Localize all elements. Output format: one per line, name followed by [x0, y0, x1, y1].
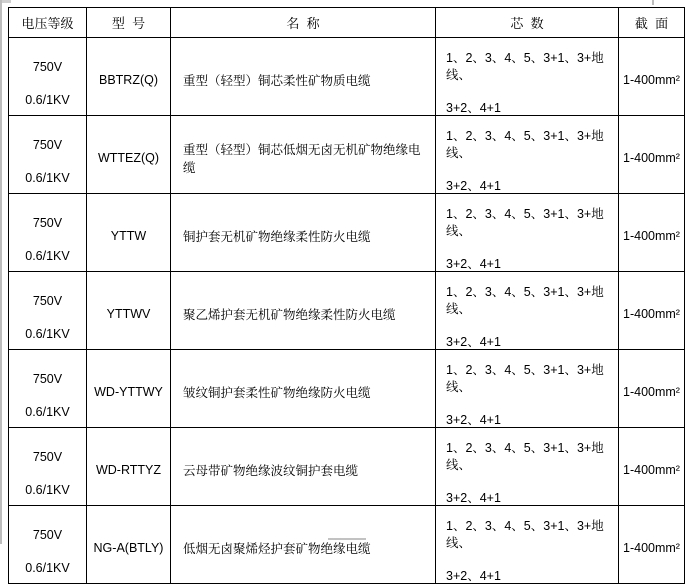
voltage-line-1: 750V — [32, 137, 63, 152]
top-left-tick-artifact — [2, 0, 11, 3]
voltage-line-1: 750V — [32, 215, 63, 230]
cores-line-2: 3+2、4+1 — [446, 569, 501, 583]
cores-line-1: 1、2、3、4、5、3+1、3+地线、 — [446, 129, 604, 160]
voltage-line-1: 750V — [32, 371, 63, 386]
cell-voltage — [9, 506, 87, 584]
cell-cross-section: 1-400mm² — [619, 506, 685, 584]
cell-model: WD-YTTWY — [87, 350, 171, 428]
header-core-count: 芯 数 — [436, 8, 619, 38]
voltage-line-2: 0.6/1KV — [25, 248, 70, 263]
cell-voltage — [9, 428, 87, 506]
cell-core-count — [436, 506, 619, 584]
table-row — [9, 38, 685, 116]
cores-line-1: 1、2、3、4、5、3+1、3+地线、 — [446, 285, 604, 316]
cell-core-count — [436, 272, 619, 350]
cell-core-count — [436, 428, 619, 506]
header-row — [9, 8, 685, 38]
voltage-line-2: 0.6/1KV — [25, 560, 70, 575]
header-voltage-grade: 电压等级 — [9, 8, 87, 38]
cell-cross-section: 1-400mm² — [619, 194, 685, 272]
cores-line-2: 3+2、4+1 — [446, 179, 501, 193]
cores-line-2: 3+2、4+1 — [446, 257, 501, 271]
cores-line-2: 3+2、4+1 — [446, 491, 501, 505]
cell-model: YTTWV — [87, 272, 171, 350]
cell-model: YTTW — [87, 194, 171, 272]
cell-model: WD-RTTYZ — [87, 428, 171, 506]
table-row — [9, 116, 685, 194]
table-row — [9, 350, 685, 428]
cell-voltage — [9, 38, 87, 116]
voltage-line-1: 750V — [32, 59, 63, 74]
cell-name: 铜护套无机矿物绝缘柔性防火电缆 — [171, 194, 436, 272]
header-cross-section: 截 面 — [619, 8, 685, 38]
cell-voltage — [9, 194, 87, 272]
table-row — [9, 194, 685, 272]
voltage-line-1: 750V — [32, 449, 63, 464]
cell-cross-section: 1-400mm² — [619, 272, 685, 350]
cores-line-1: 1、2、3、4、5、3+1、3+地线、 — [446, 363, 604, 394]
cell-name: 聚乙烯护套无机矿物绝缘柔性防火电缆 — [171, 272, 436, 350]
voltage-line-2: 0.6/1KV — [25, 404, 70, 419]
cell-name: 重型（轻型）铜芯低烟无卤无机矿物绝缘电缆 — [171, 116, 436, 194]
header-model: 型 号 — [87, 8, 171, 38]
cell-name: 重型（轻型）铜芯柔性矿物质电缆 — [171, 38, 436, 116]
cell-voltage — [9, 116, 87, 194]
cell-name: 皱纹铜护套柔性矿物绝缘防火电缆 — [171, 350, 436, 428]
cores-line-2: 3+2、4+1 — [446, 335, 501, 349]
cell-voltage — [9, 272, 87, 350]
top-right-tick-artifact — [652, 0, 654, 5]
cell-cross-section: 1-400mm² — [619, 116, 685, 194]
cores-line-1: 1、2、3、4、5、3+1、3+地线、 — [446, 519, 604, 550]
cell-name: 云母带矿物绝缘波纹铜护套电缆 — [171, 428, 436, 506]
voltage-line-1: 750V — [32, 293, 63, 308]
cell-core-count — [436, 116, 619, 194]
page-edge-artifact — [0, 0, 2, 544]
cell-core-count — [436, 194, 619, 272]
voltage-line-2: 0.6/1KV — [25, 92, 70, 107]
cores-line-1: 1、2、3、4、5、3+1、3+地线、 — [446, 207, 604, 238]
cell-voltage — [9, 350, 87, 428]
cell-core-count — [436, 350, 619, 428]
cell-cross-section: 1-400mm² — [619, 428, 685, 506]
voltage-line-1: 750V — [32, 527, 63, 542]
cell-cross-section: 1-400mm² — [619, 350, 685, 428]
cores-line-2: 3+2、4+1 — [446, 413, 501, 427]
cell-name: 低烟无卤聚烯烃护套矿物绝缘电缆 — [171, 506, 436, 584]
cell-model: WTTEZ(Q) — [87, 116, 171, 194]
voltage-line-2: 0.6/1KV — [25, 170, 70, 185]
cores-line-1: 1、2、3、4、5、3+1、3+地线、 — [446, 441, 604, 472]
header-name: 名 称 — [171, 8, 436, 38]
table-row — [9, 428, 685, 506]
table-row — [9, 506, 685, 584]
table-row — [9, 272, 685, 350]
cell-model: BBTRZ(Q) — [87, 38, 171, 116]
cores-line-2: 3+2、4+1 — [446, 101, 501, 115]
cell-cross-section: 1-400mm² — [619, 38, 685, 116]
cell-core-count — [436, 38, 619, 116]
voltage-line-2: 0.6/1KV — [25, 482, 70, 497]
cores-line-1: 1、2、3、4、5、3+1、3+地线、 — [446, 51, 604, 82]
cable-spec-table — [8, 7, 685, 584]
voltage-line-2: 0.6/1KV — [25, 326, 70, 341]
cell-model: NG-A(BTLY) — [87, 506, 171, 584]
